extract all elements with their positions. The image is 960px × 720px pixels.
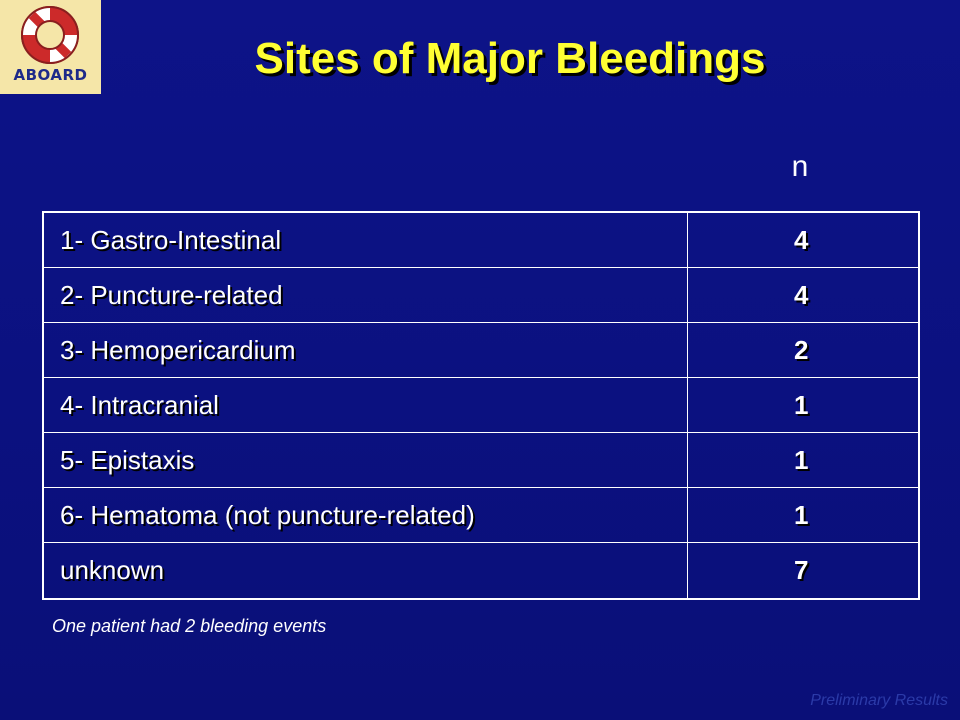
table-row: [44, 378, 918, 433]
table-row: [44, 543, 918, 598]
row-count: 1: [794, 500, 809, 530]
slide-title: Sites of Major Bleedings: [254, 34, 766, 83]
row-count: 7: [794, 555, 809, 585]
row-label: 5- Epistaxis: [44, 433, 688, 487]
table-row: [44, 213, 918, 268]
row-count: 1: [794, 445, 809, 475]
row-count: 4: [794, 225, 809, 255]
row-label: 1- Gastro-Intestinal: [44, 213, 688, 267]
row-label: 3- Hemopericardium: [44, 323, 688, 377]
bleeding-sites-table: [42, 211, 920, 600]
logo-text: ABOARD: [13, 66, 88, 84]
table-row: [44, 488, 918, 543]
preliminary-watermark: Preliminary Results: [810, 692, 948, 709]
row-label: 4- Intracranial: [44, 378, 688, 432]
column-header-n: n: [791, 150, 809, 183]
row-label: unknown: [44, 543, 688, 598]
row-count: 2: [794, 335, 809, 365]
table-row: [44, 268, 918, 323]
table-row: [44, 323, 918, 378]
row-label: 6- Hematoma (not puncture-related): [44, 488, 688, 542]
logo: [0, 0, 101, 94]
row-count: 4: [794, 280, 809, 310]
table-row: [44, 433, 918, 488]
row-label: 2- Puncture-related: [44, 268, 688, 322]
row-count: 1: [794, 390, 809, 420]
footnote: One patient had 2 bleeding events: [52, 616, 327, 636]
